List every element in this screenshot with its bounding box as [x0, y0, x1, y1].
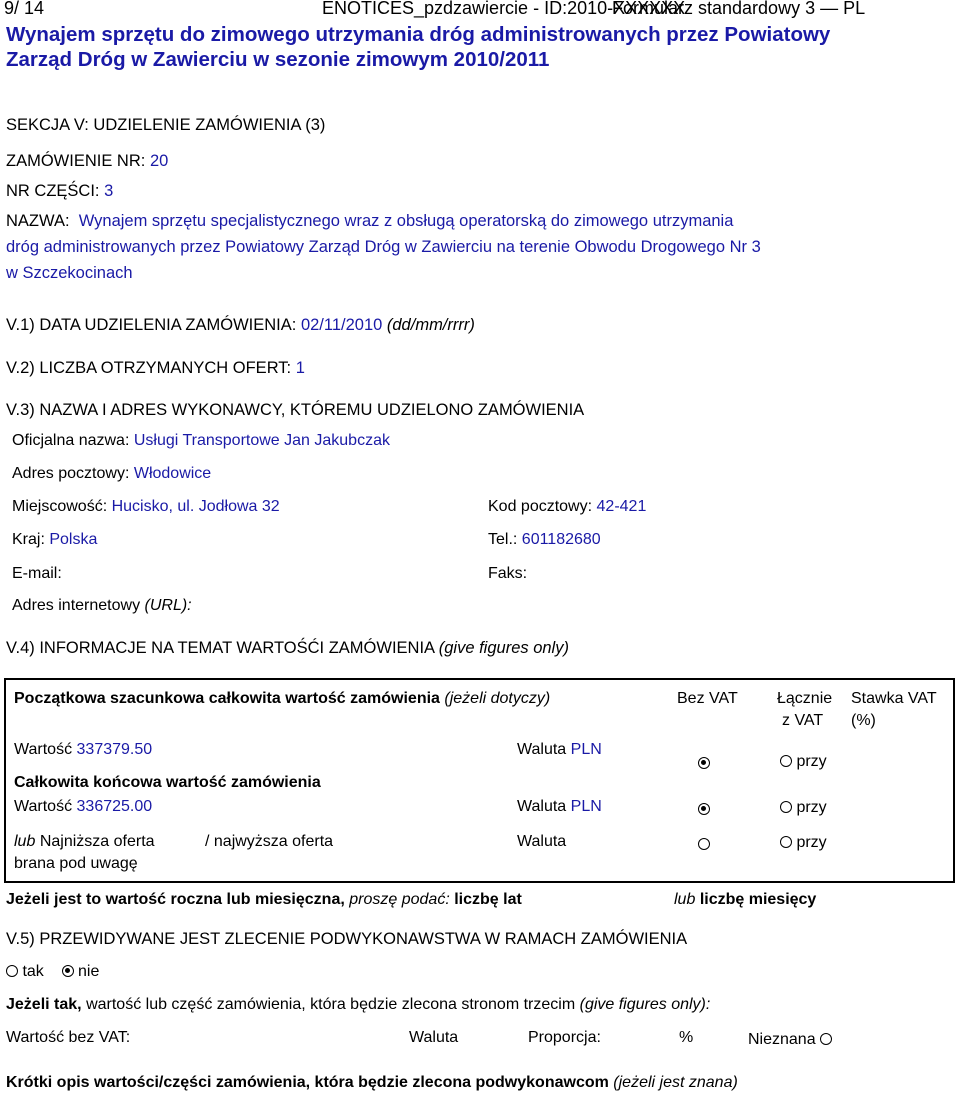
contractor-heading: V.3) NAZWA I ADRES WYKONAWCY, KTÓREMU UDZIELONO ZAMÓWIENIA	[6, 401, 585, 419]
lowest-currency-label: Waluta	[517, 833, 567, 850]
telephone	[488, 531, 601, 549]
url	[12, 597, 192, 615]
contract-name-line1: Wynajem sprzętu specjalistycznego wraz z obsługą operatorską do zimowego utrzymania	[78, 212, 734, 230]
przy-label: przy	[796, 753, 827, 770]
percent-sign: %	[679, 1029, 694, 1046]
initial-currency	[517, 741, 602, 759]
lub-label: lub	[674, 891, 696, 908]
postal-code-value: 42-421	[596, 498, 647, 515]
email-label: E-mail:	[12, 565, 62, 582]
final-value-text-label: Wartość	[14, 798, 73, 815]
country-value: Polska	[49, 531, 98, 548]
radio-icon	[780, 755, 792, 767]
annual-note: proszę podać:	[349, 891, 450, 908]
tak-label: tak	[22, 963, 44, 980]
annual-value	[6, 891, 522, 909]
lub-label: lub	[14, 833, 36, 850]
przy-label: przy	[796, 834, 827, 851]
tak-option[interactable]	[6, 963, 44, 980]
col-stawka-line2: (%)	[851, 712, 876, 729]
offers-count-value: 1	[295, 359, 305, 377]
col-stawka-line1: Stawka VAT	[851, 690, 937, 707]
city-label: Miejscowość:	[12, 498, 108, 515]
if-yes-label: Jeżeli tak,	[6, 996, 82, 1013]
radio-selected-icon	[698, 803, 710, 815]
final-value-heading: Całkowita końcowa wartość zamówienia	[14, 774, 321, 791]
radio-icon	[698, 838, 710, 850]
section-title: SEKCJA V: UDZIELENIE ZAMÓWIENIA (3)	[6, 116, 326, 134]
value-heading-label: V.4) INFORMACJE NA TEMAT WARTOŚĆI ZAMÓWIENIA	[6, 639, 435, 657]
official-name	[12, 432, 390, 450]
official-name-value: Usługi Transportowe Jan Jakubczak	[133, 432, 390, 449]
final-currency-value: PLN	[570, 798, 602, 815]
country	[12, 531, 97, 549]
part-number-value: 3	[104, 182, 114, 200]
lowest-offer	[14, 833, 155, 851]
award-date-value: 02/11/2010	[300, 316, 383, 334]
months-label: liczbę miesięcy	[699, 891, 817, 908]
highest-offer-label: / najwyższa oferta	[205, 833, 334, 850]
value-heading	[6, 639, 569, 658]
contract-name	[6, 212, 733, 231]
part-number	[6, 182, 113, 201]
city-value: Hucisko, ul. Jodłowa 32	[111, 498, 280, 515]
postal-address-label: Adres pocztowy:	[12, 465, 130, 482]
short-description	[6, 1074, 738, 1092]
if-yes-note: (give figures only):	[579, 996, 711, 1013]
award-date-label: V.1) DATA UDZIELENIA ZAMÓWIENIA:	[6, 316, 297, 334]
col-bez-vat: Bez VAT	[677, 690, 738, 707]
final-value	[14, 798, 152, 816]
postal-code-label: Kod pocztowy:	[488, 498, 593, 515]
przy-label: przy	[796, 799, 827, 816]
contract-name-line3: w Szczekocinach	[6, 264, 133, 282]
value-heading-note: (give figures only)	[438, 639, 569, 657]
city	[12, 498, 280, 516]
initial-currency-label: Waluta	[517, 741, 567, 758]
order-number-label: ZAMÓWIENIE NR:	[6, 152, 146, 170]
initial-value	[14, 741, 152, 759]
url-label-italic: (URL):	[144, 597, 192, 614]
url-label: Adres internetowy	[12, 597, 141, 614]
short-description-note: (jeżeli jest znana)	[613, 1074, 738, 1091]
telephone-value: 601182680	[521, 531, 601, 548]
proportion-label: Proporcja:	[528, 1029, 601, 1046]
radio-icon	[780, 836, 792, 848]
notice-id: ENOTICES_pzdzawiercie - ID:2010-XXXXXX	[322, 0, 686, 18]
radio-selected-icon	[62, 965, 74, 977]
initial-bez-vat-radio[interactable]	[698, 755, 710, 773]
final-bez-vat-radio[interactable]	[698, 801, 710, 819]
page-number: 9/ 14	[4, 0, 45, 18]
form-type: Formularz standardowy 3 — PL	[612, 0, 866, 18]
fax-label: Faks:	[488, 565, 528, 582]
radio-icon	[6, 965, 18, 977]
offers-count-label: V.2) LICZBA OTRZYMANYCH OFERT:	[6, 359, 292, 377]
postal-address	[12, 465, 211, 483]
postal-address-value: Włodowice	[133, 465, 212, 482]
unknown-label: Nieznana	[748, 1031, 816, 1048]
subcontract-value-info	[6, 996, 710, 1014]
telephone-label: Tel.:	[488, 531, 518, 548]
subcontracting-options	[6, 963, 99, 981]
postal-code	[488, 498, 646, 516]
final-value-amount: 336725.00	[76, 798, 153, 815]
offers-count	[6, 359, 305, 378]
lowest-offer-label: Najniższa oferta	[39, 833, 155, 850]
radio-icon	[780, 801, 792, 813]
years-label: liczbę lat	[454, 891, 522, 908]
initial-value-text-label: Wartość	[14, 741, 73, 758]
considered-label: brana pod uwagę	[14, 855, 138, 872]
months	[674, 891, 816, 909]
lowest-z-vat-option[interactable]	[780, 834, 827, 852]
nie-label: nie	[78, 963, 100, 980]
subcontracting-heading: V.5) PRZEWIDYWANE JEST ZLECENIE PODWYKONAWSTWA W RAMACH ZAMÓWIENIA	[6, 930, 688, 948]
official-name-label: Oficjalna nazwa:	[12, 432, 130, 449]
value-without-vat-label: Wartość bez VAT:	[6, 1029, 131, 1046]
radio-selected-icon	[698, 757, 710, 769]
final-z-vat-option[interactable]	[780, 799, 827, 817]
document-title-line1: Wynajem sprzętu do zimowego utrzymania dróg administrowanych przez Powiatowy	[6, 23, 831, 46]
annual-label: Jeżeli jest to wartość roczna lub miesięczna,	[6, 891, 345, 908]
lowest-bez-vat-radio[interactable]	[698, 836, 710, 854]
radio-icon	[820, 1033, 832, 1045]
initial-value-note: (jeżeli dotyczy)	[444, 690, 551, 707]
if-yes-text: wartość lub część zamówienia, która będzie zlecona stronom trzecim	[86, 996, 576, 1013]
order-number	[6, 152, 168, 171]
unknown-option[interactable]	[748, 1031, 832, 1049]
country-label: Kraj:	[12, 531, 45, 548]
nie-option[interactable]	[62, 963, 100, 980]
part-number-label: NR CZĘŚCI:	[6, 182, 100, 200]
final-currency-label: Waluta	[517, 798, 567, 815]
contract-name-line2: dróg administrowanych przez Powiatowy Zarząd Dróg w Zawierciu na terenie Obwodu Drogowego Nr 3	[6, 238, 761, 256]
col-lacznie-line1: Łącznie	[777, 690, 833, 707]
col-lacznie-line2: z VAT	[782, 712, 824, 729]
initial-z-vat-option[interactable]	[780, 753, 827, 771]
order-number-value: 20	[149, 152, 169, 170]
short-description-label: Krótki opis wartości/części zamówienia, która będzie zlecona podwykonawcom	[6, 1074, 609, 1091]
document-title-line2: Zarząd Dróg w Zawierciu w sezonie zimowym 2010/2011	[6, 48, 550, 71]
initial-currency-value: PLN	[570, 741, 602, 758]
final-currency	[517, 798, 602, 816]
initial-value-label: Początkowa szacunkowa całkowita wartość zamówienia	[14, 690, 440, 707]
award-date	[6, 316, 475, 335]
initial-value-heading	[14, 690, 550, 708]
contract-name-label: NAZWA:	[6, 212, 70, 230]
award-date-format: (dd/mm/rrrr)	[386, 316, 475, 334]
subcontract-currency-label: Waluta	[409, 1029, 459, 1046]
initial-value-amount: 337379.50	[76, 741, 153, 758]
